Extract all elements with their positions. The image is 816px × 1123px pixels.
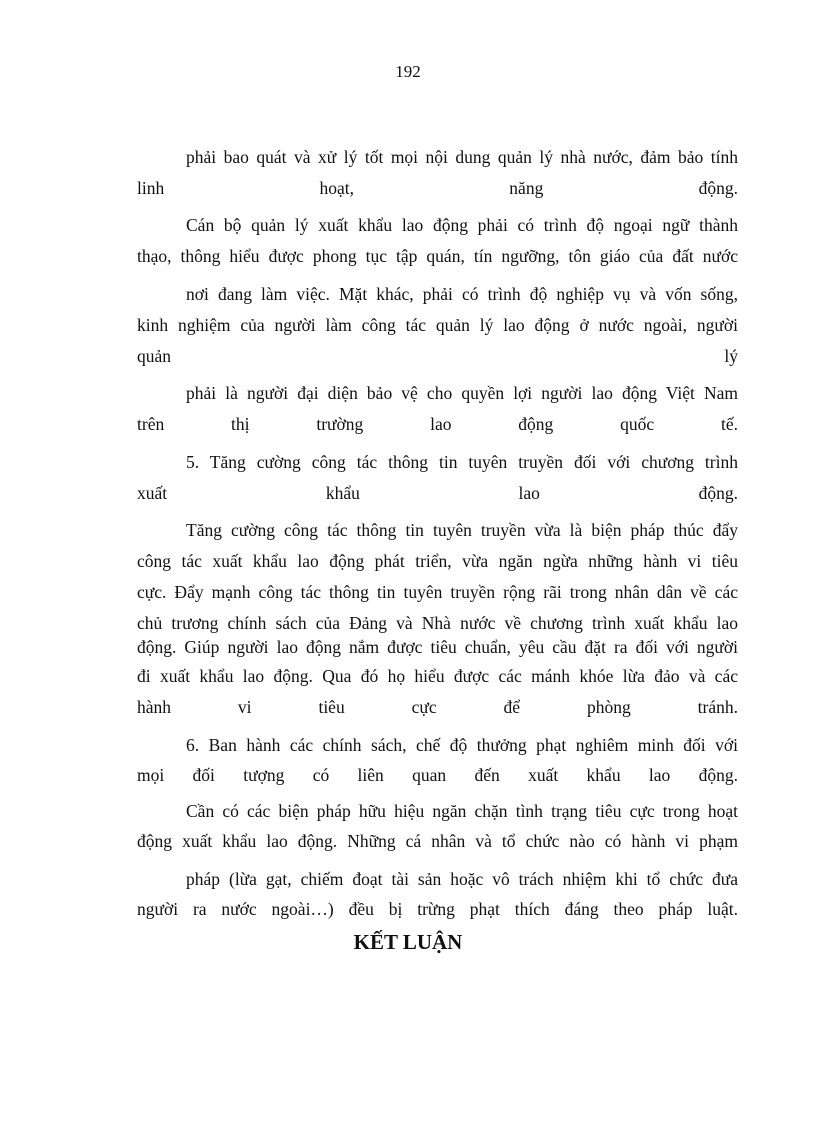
text-line: thạo, thông hiểu được phong tục tập quán, tín ngưỡng, tôn giáo của đất nước [137, 246, 738, 266]
text-line: kinh nghiệm của người làm công tác quản lý lao động ở nước ngoài, người [137, 315, 738, 335]
text-line: động. Giúp người lao động nắm được tiêu chuẩn, yêu cầu đặt ra đối với người [137, 637, 738, 657]
text-line: động xuất khẩu lao động. Những cá nhân và tổ chức nào có hành vi phạm [137, 831, 738, 851]
text-line: phải bao quát và xử lý tốt mọi nội dung quản lý nhà nước, đảm bảo tính [186, 147, 738, 167]
section-heading-6: 6. Ban hành các chính sách, chế độ thưởng phạt nghiêm minh đối với [186, 735, 738, 755]
section-heading-5: 5. Tăng cường công tác thông tin tuyên truyền đối với chương trình [186, 452, 738, 472]
page-number: 192 [395, 62, 421, 81]
text-line: quản lý [137, 346, 738, 366]
text-line: hành vi tiêu cực để phòng tránh. [137, 697, 738, 717]
text-line: người ra nước ngoài…) đều bị trừng phạt thích đáng theo pháp luật. [137, 899, 738, 919]
text-line: công tác xuất khẩu lao động phát triển, vừa ngăn ngừa những hành vi tiêu [137, 551, 738, 571]
text-line: nơi đang làm việc. Mặt khác, phải có trình độ nghiệp vụ và vốn sống, [186, 284, 738, 304]
text-line: mọi đối tượng có liên quan đến xuất khẩu lao động. [137, 765, 738, 785]
text-line: pháp (lừa gạt, chiếm đoạt tài sản hoặc vô trách nhiệm khi tổ chức đưa [186, 869, 738, 889]
text-line: chủ trương chính sách của Đảng và Nhà nước về chương trình xuất khẩu lao [137, 613, 738, 633]
text-line: Cán bộ quản lý xuất khẩu lao động phải có trình độ ngoại ngữ thành [186, 215, 738, 235]
conclusion-heading: KẾT LUẬN [353, 930, 463, 954]
text-line: Cần có các biện pháp hữu hiệu ngăn chặn tình trạng tiêu cực trong hoạt [186, 801, 738, 821]
text-line: cực. Đẩy mạnh công tác thông tin tuyên truyền rộng rãi trong nhân dân về các [137, 582, 738, 602]
text-line: Tăng cường công tác thông tin tuyên truyền vừa là biện pháp thúc đẩy [186, 520, 738, 540]
text-line: xuất khẩu lao động. [137, 483, 738, 503]
text-line: phải là người đại diện bảo vệ cho quyền lợi người lao động Việt Nam [186, 383, 738, 403]
text-line: linh hoạt, năng động. [137, 178, 738, 198]
text-line: đi xuất khẩu lao động. Qua đó họ hiểu được các mánh khóe lừa đảo và các [137, 666, 738, 686]
text-line: trên thị trường lao động quốc tế. [137, 414, 738, 434]
